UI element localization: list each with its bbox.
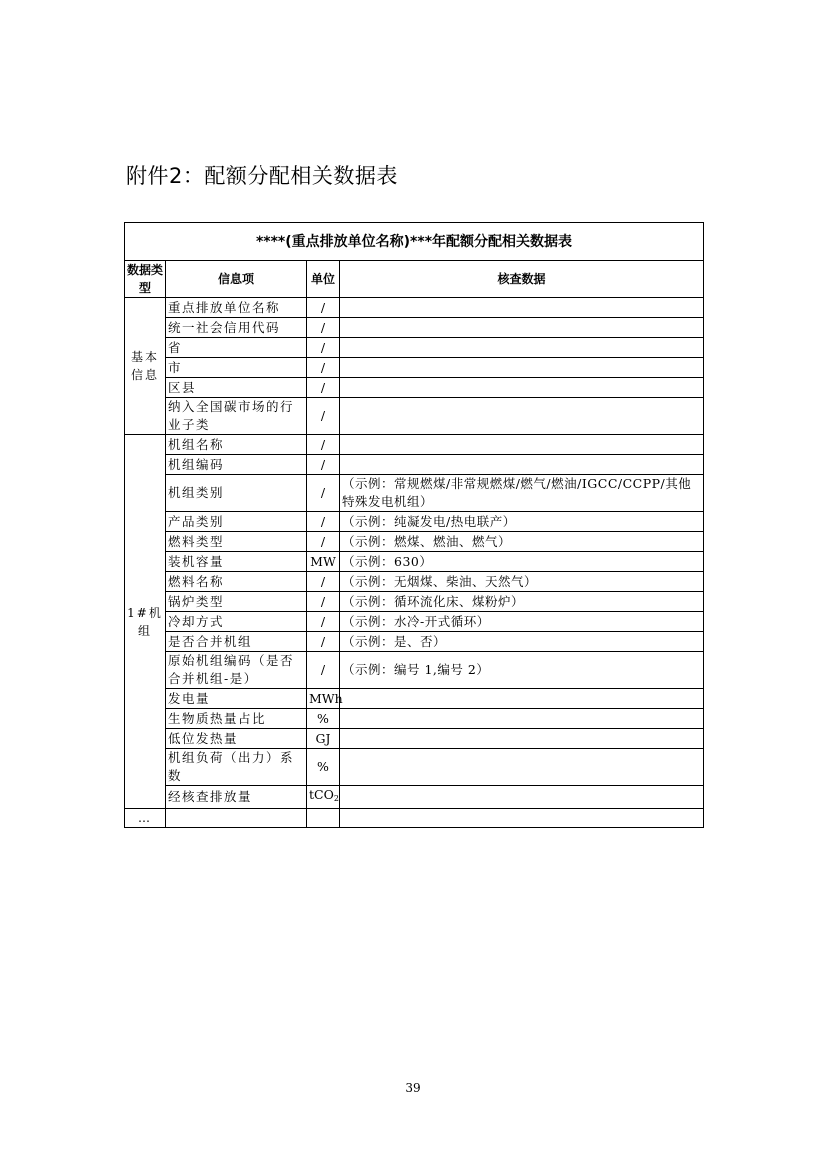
item-cell: 生物质热量占比: [166, 709, 307, 729]
item-cell: 省: [166, 338, 307, 358]
unit-cell: [307, 786, 340, 809]
unit-cell: /: [307, 592, 340, 612]
value-cell: （示例：是、否）: [340, 632, 704, 652]
table-row: [125, 398, 704, 435]
value-cell: [340, 338, 704, 358]
value-cell: （示例：循环流化床、煤粉炉）: [340, 592, 704, 612]
table-row: [125, 572, 704, 592]
unit-cell: /: [307, 612, 340, 632]
unit-cell: /: [307, 572, 340, 592]
group-label-basic: 基本信息: [125, 298, 166, 435]
item-cell: 冷却方式: [166, 612, 307, 632]
unit-cell: /: [307, 455, 340, 475]
header-verified-data: 核查数据: [340, 261, 704, 298]
item-cell: 区县: [166, 378, 307, 398]
table-row: [125, 378, 704, 398]
value-cell: （示例：编号 1,编号 2）: [340, 652, 704, 689]
value-cell: （示例：燃煤、燃油、燃气）: [340, 532, 704, 552]
unit-cell: /: [307, 298, 340, 318]
unit-cell: /: [307, 338, 340, 358]
value-cell: [340, 689, 704, 709]
table-row: [125, 689, 704, 709]
value-cell: [340, 298, 704, 318]
value-cell: （示例：630）: [340, 552, 704, 572]
item-cell: 统一社会信用代码: [166, 318, 307, 338]
unit-cell: %: [307, 749, 340, 786]
unit-cell: /: [307, 512, 340, 532]
value-cell: [340, 729, 704, 749]
value-cell: [340, 709, 704, 729]
item-cell: 发电量: [166, 689, 307, 709]
value-cell: [340, 398, 704, 435]
value-cell: [340, 358, 704, 378]
table-row: [125, 475, 704, 512]
page-heading: 附件2：配额分配相关数据表: [126, 164, 398, 188]
table-row: [125, 632, 704, 652]
item-cell: 燃料名称: [166, 572, 307, 592]
item-cell: 机组负荷（出力）系数: [166, 749, 307, 786]
unit-cell: MWh: [307, 689, 340, 709]
group-label-unit-1: 1#机组: [125, 435, 166, 809]
value-cell: [340, 435, 704, 455]
unit-cell: /: [307, 532, 340, 552]
item-cell: 经核查排放量: [166, 786, 307, 809]
table-row: [125, 298, 704, 318]
value-cell: （示例：纯凝发电/热电联产）: [340, 512, 704, 532]
unit-subscript: 2: [333, 794, 339, 803]
item-cell: 机组名称: [166, 435, 307, 455]
unit-cell: /: [307, 398, 340, 435]
item-cell: 燃料类型: [166, 532, 307, 552]
value-cell: （示例：无烟煤、柴油、天然气）: [340, 572, 704, 592]
table-row: [125, 435, 704, 455]
table-row: [125, 709, 704, 729]
header-data-type: 数据类型: [125, 261, 166, 298]
empty-cell: [166, 809, 307, 828]
value-cell: （示例：常规燃煤/非常规燃煤/燃气/燃油/IGCC/CCPP/其他特殊发电机组）: [340, 475, 704, 512]
unit-cell: /: [307, 435, 340, 455]
table-title: ****(重点排放单位名称)***年配额分配相关数据表: [125, 223, 704, 261]
table-row: [125, 552, 704, 572]
item-cell: 原始机组编码（是否合并机组-是）: [166, 652, 307, 689]
unit-cell: MW: [307, 552, 340, 572]
item-cell: 是否合并机组: [166, 632, 307, 652]
table-row: [125, 318, 704, 338]
unit-cell: GJ: [307, 729, 340, 749]
value-cell: [340, 455, 704, 475]
page-number: 39: [405, 1081, 421, 1095]
value-cell: [340, 749, 704, 786]
table-row: [125, 786, 704, 809]
item-cell: 装机容量: [166, 552, 307, 572]
value-cell: [340, 378, 704, 398]
unit-text: tCO: [309, 787, 334, 802]
item-cell: 机组类别: [166, 475, 307, 512]
item-cell: 产品类别: [166, 512, 307, 532]
unit-cell: /: [307, 358, 340, 378]
empty-cell: [340, 809, 704, 828]
table-row: [125, 455, 704, 475]
header-unit: 单位: [307, 261, 340, 298]
table-row: [125, 532, 704, 552]
allowance-data-table: [124, 222, 704, 828]
item-cell: 机组编码: [166, 455, 307, 475]
item-cell: 重点排放单位名称: [166, 298, 307, 318]
ellipsis-cell: …: [125, 809, 166, 828]
unit-cell: /: [307, 475, 340, 512]
unit-cell: /: [307, 652, 340, 689]
empty-cell: [307, 809, 340, 828]
item-cell: 锅炉类型: [166, 592, 307, 612]
table-row: [125, 612, 704, 632]
unit-cell: /: [307, 632, 340, 652]
unit-cell: /: [307, 378, 340, 398]
item-cell: 市: [166, 358, 307, 378]
table-row: [125, 729, 704, 749]
table-row: [125, 749, 704, 786]
unit-cell: %: [307, 709, 340, 729]
value-cell: [340, 786, 704, 809]
table-row: [125, 512, 704, 532]
table-row: [125, 652, 704, 689]
value-cell: （示例：水冷-开式循环）: [340, 612, 704, 632]
value-cell: [340, 318, 704, 338]
item-cell: 低位发热量: [166, 729, 307, 749]
table-row: [125, 592, 704, 612]
table-row: [125, 809, 704, 828]
table-row: [125, 338, 704, 358]
unit-cell: /: [307, 318, 340, 338]
item-cell: 纳入全国碳市场的行业子类: [166, 398, 307, 435]
table-row: [125, 358, 704, 378]
header-info-item: 信息项: [166, 261, 307, 298]
